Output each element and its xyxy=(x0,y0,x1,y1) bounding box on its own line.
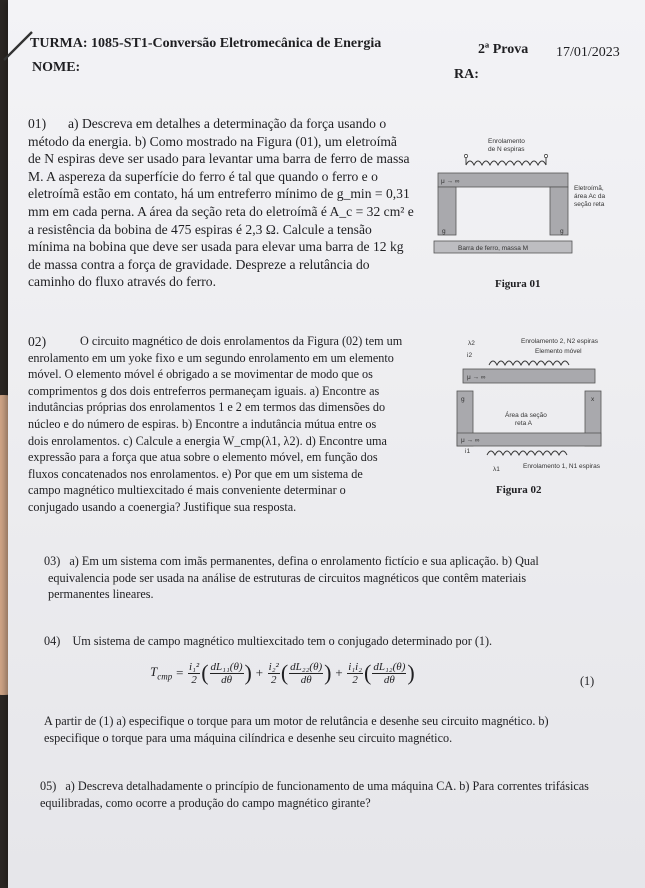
eq-t3-dnum: dL₁₂(θ) xyxy=(373,660,406,673)
q1-line: mínima na bobina que deve ser usada para elevar uma barra de 12 kg xyxy=(28,239,404,255)
eq-paren: ) xyxy=(407,660,415,685)
q5-first-line xyxy=(40,778,620,795)
eq-t2-num: i₂² xyxy=(268,660,279,673)
q5-line: a) Descreva detalhadamente o princípio de funcionamento de uma máquina CA. b) Para correntes trifásicas xyxy=(65,779,589,793)
q5-line: equilibradas, como ocorre a produção do campo magnético girante? xyxy=(40,795,371,810)
eq-lhs xyxy=(150,664,172,682)
q3-line: a) Em um sistema com imãs permanentes, defina o enrolamento fictício e sua aplicação. b) Qual xyxy=(69,554,539,568)
eq-t1-den: 2 xyxy=(191,673,197,686)
eq-plus: + xyxy=(254,665,264,680)
eq-paren: ( xyxy=(280,660,289,685)
q4-intro-text: Um sistema de campo magnético multiexcitado tem o conjugado determinado por (1). xyxy=(72,634,493,648)
q3-line: equivalencia pode ser usada na análise de estruturas de circuitos magnéticos que contêm materiais xyxy=(48,570,527,585)
eq-paren: ) xyxy=(324,660,332,685)
eq-paren: ) xyxy=(244,660,252,685)
fig2-g-left: g xyxy=(461,396,465,403)
equation-1 xyxy=(150,660,415,686)
eq-t1-deriv xyxy=(210,661,244,686)
fig2-i2: i2 xyxy=(467,352,473,359)
q3-number: 03) xyxy=(44,554,61,568)
fig1-area-label3: seção reta xyxy=(574,201,605,208)
q1-line: M. A aspereza da superfície do ferro é tal que quando o ferro e o xyxy=(28,168,378,184)
eq-lhs-symbol: T xyxy=(150,664,158,680)
q2-line: móvel. O elemento móvel é obrigado a se movimentar de modo que os xyxy=(28,367,373,382)
eq-t3-num: i₁i₂ xyxy=(348,660,363,673)
eq-lhs-sub: cmp xyxy=(157,671,173,682)
eq-t3-den: 2 xyxy=(352,673,358,686)
fig2-i1: i1 xyxy=(465,448,471,455)
fig2-mu-top: μ → ∞ xyxy=(467,374,486,381)
q3-text xyxy=(44,553,613,603)
fig1-mu-label: μ → ∞ xyxy=(441,178,460,185)
q2-number: 02) xyxy=(28,334,47,349)
q3-line: permanentes lineares. xyxy=(48,587,154,602)
q3-first-line xyxy=(44,553,613,570)
fig1-bar-label: Barra de ferro, massa M xyxy=(458,245,529,252)
fig2-lambda1: λ1 xyxy=(493,466,500,473)
turma-label: TURMA: 1085-ST1-Conversão Eletromecânica de Energia xyxy=(30,36,382,51)
q1-number: 01) xyxy=(28,116,47,131)
eq-t2-dden: dθ xyxy=(300,673,312,686)
q4-intro xyxy=(44,633,614,650)
eq-t2-coef xyxy=(268,661,280,686)
eq-paren: ( xyxy=(364,660,372,685)
fig2-w2-label: Enrolamento 2, N2 espiras xyxy=(521,338,598,345)
figure-02-caption: Figura 02 xyxy=(496,484,542,496)
eq-t3-dden: dθ xyxy=(383,673,395,686)
eq-t3-deriv xyxy=(372,661,406,686)
fig1-g-right: g xyxy=(560,228,564,235)
q2-line: fluxos concatenados nos enrolamentos. e) Por que em um sistema de xyxy=(28,466,363,481)
eq-t3-coef xyxy=(347,661,363,686)
q4-text xyxy=(44,713,614,746)
fig1-area-label: Eletroímã, xyxy=(574,185,604,192)
q1-line: a resistência da bobina de 475 espiras é 2,3 Ω. Calcule a tensão xyxy=(28,221,372,237)
q5-text xyxy=(40,778,620,811)
fig1-coil-label: Enrolamento xyxy=(488,138,525,145)
eq-t2-dnum: dL₂₂(θ) xyxy=(290,660,323,673)
figure-01-caption: Figura 01 xyxy=(495,278,541,290)
q4-line: A partir de (1) a) especifique o torque para um motor de relutância e desenhe seu circuito magnético. b) xyxy=(44,714,549,728)
q2-line: O circuito magnético de dois enrolamentos da Figura (02) tem um xyxy=(80,334,403,348)
q1-line: de massa contra a força de gravidade. Despreze a relutância do xyxy=(28,256,370,272)
equation-tag: (1) xyxy=(580,674,595,688)
q2-line: conjugado usando a coenergia? Justifique sua resposta. xyxy=(28,499,297,514)
fig2-x: x xyxy=(591,396,595,403)
figure-02 xyxy=(453,335,633,480)
q2-line: indutâncias próprias dos enrolamentos 1 e 2 em termos das dimensões do xyxy=(28,400,386,415)
fig2-w1-label: Enrolamento 1, N1 espiras xyxy=(523,463,600,470)
q1-line: de N espiras deve ser usado para levantar uma barra de ferro de massa xyxy=(28,151,410,167)
eq-t1-coef xyxy=(188,661,200,686)
q4-number: 04) xyxy=(44,634,61,648)
eq-paren: ( xyxy=(201,660,209,685)
eq-t1-dden: dθ xyxy=(221,673,232,686)
q1-line: a) Descreva em detalhes a determinação da força usando o xyxy=(68,116,387,131)
nome-label: NOME: xyxy=(32,60,81,75)
prova-label: 2ª Prova xyxy=(478,42,529,57)
eq-t1-num: i₁² xyxy=(189,660,200,673)
fig2-mov-label: Elemento móvel xyxy=(535,348,582,355)
q2-line: enrolamento em um yoke fixo e um segundo enrolamento em um elemento xyxy=(28,350,394,365)
eq-equals: = xyxy=(175,665,185,680)
q1-text xyxy=(28,115,420,291)
q2-line: expressão para a força que atua sobre o elemento móvel, em função dos xyxy=(28,450,378,465)
q5-number: 05) xyxy=(40,779,57,793)
eq-t2-deriv xyxy=(289,661,323,686)
date-label: 17/01/2023 xyxy=(556,45,620,60)
fig2-mu-bottom: μ → ∞ xyxy=(461,437,480,444)
eq-t1-dnum: dL₁₁(θ) xyxy=(210,660,243,673)
fig2-lambda2: λ2 xyxy=(468,340,475,347)
fig2-area-label: Área da seção xyxy=(505,412,547,419)
eq-t2-den: 2 xyxy=(270,673,277,686)
q2-line: comprimentos g dos dois entreferros permaneçam iguais. a) Encontre as xyxy=(28,383,380,398)
figure-01 xyxy=(428,135,613,265)
q2-line: núcleo e do número de espiras. b) Encontre a indutância mútua entre os xyxy=(28,416,377,431)
q1-line: mm em cada perna. A área da seção reta do eletroímã é A_c = 32 cm² e xyxy=(28,203,414,219)
q1-line: caminho do fluxo através do ferro. xyxy=(28,274,216,290)
q2-line: dois enrolamentos. c) Calcule a energia W_cmp(λ1, λ2). d) Encontre uma xyxy=(28,433,387,448)
q4-line: especifique o torque para uma máquina cilíndrica e desenhe seu circuito magnético. xyxy=(44,730,453,745)
q2-text xyxy=(28,333,428,516)
ra-label: RA: xyxy=(454,67,479,82)
exam-sheet xyxy=(8,0,645,888)
fig1-g-left: g xyxy=(442,228,446,235)
q1-line: método da energia. b) Como mostrado na Figura (01), um eletroímã xyxy=(28,133,397,149)
fig2-area-label2: reta A xyxy=(515,420,532,427)
q1-line: eletroímã estão em contato, há um entreferro mínimo de g_min = 0,31 xyxy=(28,186,410,202)
q2-line: campo magnético multiexcitado é mais conveniente determinar o xyxy=(28,483,346,498)
fig1-area-label2: área Ac da xyxy=(574,193,606,200)
fig1-coil-label2: de N espiras xyxy=(488,146,525,153)
eq-plus: + xyxy=(334,665,344,680)
